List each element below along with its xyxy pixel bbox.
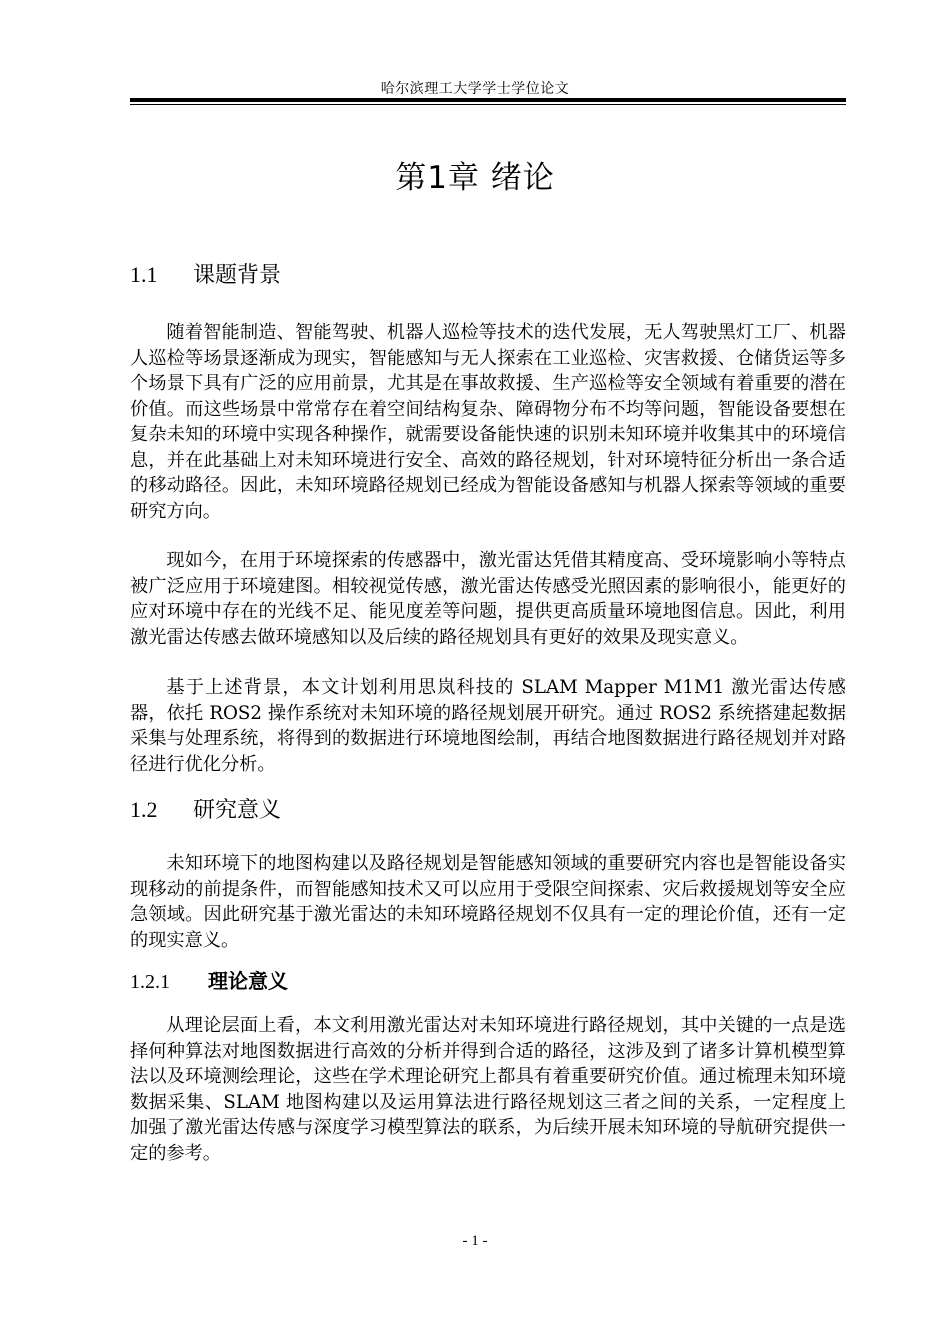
page-number: - 1 - [462, 1233, 488, 1249]
paragraph-background-1: 随着智能制造、智能驾驶、机器人巡检等技术的迭代发展，无人驾驶黑灯工厂、机器人巡检等场景逐渐成为现实，智能感知与无人探索在工业巡检、灾害救援、仓储货运等多个场景下具有广泛的应用前景，尤其是在事故救援、生产巡检等安全领域有着重要的潜在价值。而这些场景中常常存在着空间结构复杂、障碍物分布不均等问题，智能设备要想在复杂未知的环境中实现各种操作，就需要设备能快速的识别未知环境并收集其中的环境信息，并在此基础上对未知环境进行安全、高效的路径规划，针对环境特征分析出一条合适的移动路径。因此，未知环境路径规划已经成为智能设备感知与机器人探索等领域的重要研究方向。 [130, 322, 846, 522]
chapter-title: 第1章 绪论 [395, 160, 555, 196]
header-rule-thin [130, 104, 846, 105]
section-number: 1.2.1 [130, 971, 170, 993]
section-title: 研究意义 [193, 798, 282, 823]
section-heading-1-1 [130, 258, 281, 289]
section-title: 理论意义 [208, 969, 288, 993]
paragraph-background-2: 现如今，在用于环境探索的传感器中，激光雷达凭借其精度高、受环境影响小等特点被广泛应用于环境建图。相较视觉传感，激光雷达传感受光照因素的影响很小，能更好的应对环境中存在的光线不足、能见度差等问题，提供更高质量环境地图信息。因此，利用激光雷达传感去做环境感知以及后续的路径规划具有更好的效果及现实意义。 [130, 550, 846, 648]
section-heading-1-2-1 [130, 965, 288, 994]
paragraph-significance: 未知环境下的地图构建以及路径规划是智能感知领域的重要研究内容也是智能设备实现移动的前提条件，而智能感知技术又可以应用于受限空间探索、灾后救援规划等安全应急领域。因此研究基于激光雷达的未知环境路径规划不仅具有一定的理论价值，还有一定的现实意义。 [130, 853, 846, 951]
paragraph-background-3: 基于上述背景，本文计划利用思岚科技的 SLAM Mapper M1M1 激光雷达传感器，依托 ROS2 操作系统对未知环境的路径规划展开研究。通过 ROS2 系统搭建起数据采集与处理系统，将得到的数据进行环境地图绘制，再结合地图数据进行路径规划并对路径进行优化分析。 [130, 677, 846, 775]
section-number: 1.2 [130, 797, 158, 822]
paragraph-theoretical-significance: 从理论层面上看，本文利用激光雷达对未知环境进行路径规划，其中关键的一点是选择何种算法对地图数据进行高效的分析并得到合适的路径，这涉及到了诸多计算机模型算法以及环境测绘理论，这些在学术理论研究上都具有着重要研究价值。通过梳理未知环境数据采集、SLAM 地图构建以及运用算法进行路径规划这三者之间的关系，一定程度上加强了激光雷达传感与深度学习模型算法的联系，为后续开展未知环境的导航研究提供一定的参考。 [130, 1015, 846, 1164]
header-rule-thick [130, 98, 846, 102]
running-header: 哈尔滨理工大学学士学位论文 [380, 81, 570, 97]
section-number: 1.1 [130, 262, 158, 287]
section-heading-1-2 [130, 793, 281, 824]
section-title: 课题背景 [193, 263, 282, 288]
